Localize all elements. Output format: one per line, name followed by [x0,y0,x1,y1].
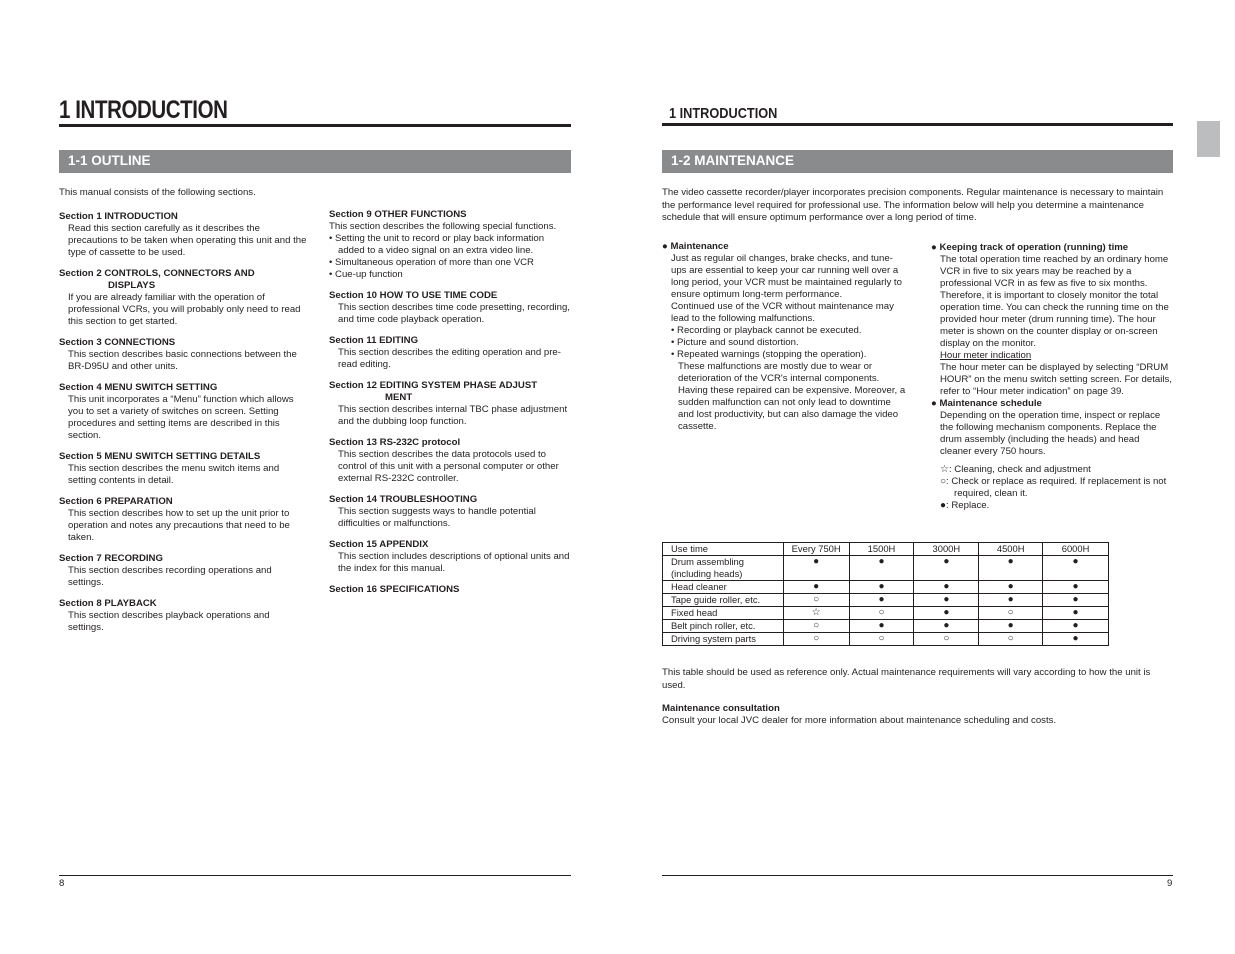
title-rule-left [59,124,571,127]
section-bar-outline: 1-1 OUTLINE [59,150,571,173]
tracking-block: ● Keeping track of operation (running) time The total operation time reached by an ordinary home VCR in five to six years may be reached by a professional VCR in as few as five to six months. Therefore, it is important to closely monitor the total operation time. You can check the running time on the provided hour meter (drum running time). The hour meter is shown on the counter display or on-screen display on the monitor. Hour meter indication The hour meter can be displayed by selecting “DRUM HOUR” on the menu switch setting screen. For details, refer to “Hour meter indication” on page 39. ● Maintenance schedule Depending on the operation time, inspect or replace the following mechanism components. Replace the drum assembly (including the heads) and head cleaner every 750 hours. ☆: Cleaning, check and adjustment ○: Check or replace as required. If replacement is not required, clean it. ●: Replace. [931,242,1172,511]
section-entry: Section 14 TROUBLESHOOTING This section suggests ways to handle potential difficulties or malfunctions. [329,494,536,529]
list-item: • Repeated warnings (stopping the operation). [671,349,867,360]
symbol-legend [931,464,1173,512]
section-entry: Section 1 INTRODUCTION Read this section carefully as it describes the precautions to be taken when operating this unit and the type of cassette to be used. [59,211,307,258]
maintenance-table [662,542,1109,646]
page-title-left: 1 INTRODUCTION [59,96,228,124]
filled-circle-icon: ● [940,500,947,511]
maintenance-block: ● Maintenance Just as regular oil changes, brake checks, and tune-ups are essential to keep your car running well over a long period, your VCR must be maintained regularly to ensure optimum long-term performance. Continued use of the VCR without maintenance may lead to the following malfunctions. • Recording or playback cannot be executed. • Picture and sound distortion. • Repeated warnings (stopping the operation). These malfunctions are mostly due to wear or deterioration of the VCR's internal components. Having these repaired can be expensive. Moreover, a sudden malfunction can not only lead to downtime and lost productivity, but can also damage the video cassette. [662,241,908,433]
section-entry: Section 15 APPENDIX This section includes descriptions of optional units and the index for this manual. [329,539,570,574]
list-item: • Recording or playback cannot be executed. [671,325,862,336]
list-item: • Picture and sound distortion. [671,337,799,348]
section-entry: Section 6 PREPARATION This section describes how to set up the unit prior to operation and notes any precautions that need to be taken. [59,496,290,543]
thumb-tab-marker [1197,121,1220,157]
footer-rule-left [59,875,571,876]
table-note: This table should be used as reference only. Actual maintenance requirements will vary according to how the unit is used. [662,667,1151,691]
footer-rule-right [662,875,1173,876]
table-header-row: Use time Every 750H 1500H 3000H 4500H 6000H [663,543,1109,556]
hour-meter-subheading: Hour meter indication [940,350,1032,361]
table-row: Drum assembling (including heads) ● ● ● ● ● [663,556,1109,581]
section-entry: Section 4 MENU SWITCH SETTING This unit incorporates a “Menu” function which allows you to set a variety of switches on screen. Setting procedures and setting items are described in this section. [59,382,294,441]
table-row: Head cleaner ● ● ● ● ● [663,581,1109,594]
legend-item: ○: Check or replace as required. If replacement is not required, clean it. [940,476,1167,499]
list-item: • Cue-up function [329,269,403,280]
section-entry: Section 16 SPECIFICATIONS [329,584,460,595]
page-header-right: 1 INTRODUCTION [669,105,778,122]
consultation-text: Consult your local JVC dealer for more information about maintenance scheduling and costs. [662,715,1057,726]
list-item: • Setting the unit to record or play back information added to a video signal on an extra video line. [329,233,545,256]
table-row: Tape guide roller, etc. ○ ● ● ● ● [663,594,1109,607]
functions-list [329,233,573,281]
malfunction-list [662,325,908,361]
section-bar-maintenance: 1-2 MAINTENANCE [662,150,1173,173]
section-entry: Section 12 EDITING SYSTEM PHASE ADJUST MENT This section describes internal TBC phase adjustment and the dubbing loop function. [329,380,568,427]
section-entry: Section 11 EDITING This section describes the editing operation and pre-read editing. [329,335,561,370]
section-entry: Section 3 CONNECTIONS This section describes basic connections between the BR-D95U and other units. [59,337,297,372]
table-row: Driving system parts ○ ○ ○ ○ ● [663,633,1109,646]
section-entry: Section 13 RS-232C protocol This section describes the data protocols used to control of this unit with a personal computer or other external RS-232C controller. [329,437,559,484]
star-icon: ☆ [940,464,949,475]
section-entry: Section 2 CONTROLS, CONNECTORS AND DISPLAYS If you are already familiar with the operation of professional VCRs, you will probably only need to read this section to get started. [59,268,301,327]
section-entry: Section 7 RECORDING This section describes recording operations and settings. [59,553,272,588]
legend-item: ☆: Cleaning, check and adjustment [940,464,1091,475]
outline-column-2 [329,209,573,605]
list-item: • Simultaneous operation of more than one VCR [329,257,534,268]
section-entry: Section 5 MENU SWITCH SETTING DETAILS This section describes the menu switch items and setting contents in detail. [59,451,280,486]
section-entry: Section 10 HOW TO USE TIME CODE This section describes time code presetting, recording, and time code playback operation. [329,290,570,325]
section-entry: Section 9 OTHER FUNCTIONS This section describes the following special functions. • Setting the unit to record or play back information added to a video signal on an extra video line. • Simultaneous operation of more than one VCR • Cue-up function [329,209,573,281]
page-number-left: 8 [59,878,65,889]
page-number-right: 9 [1167,878,1173,889]
consultation-heading: Maintenance consultation [662,703,780,714]
table-row: Fixed head ☆ ○ ● ○ ● [663,607,1109,620]
legend-item: ●: Replace. [940,500,990,511]
circle-icon: ○ [940,476,947,487]
title-rule-right [662,123,1173,126]
section-entry: Section 8 PLAYBACK This section describes playback operations and settings. [59,598,270,633]
outline-intro: This manual consists of the following sections. [59,187,256,198]
outline-column-1 [59,211,307,643]
maintenance-intro: The video cassette recorder/player incorporates precision components. Regular maintenance is necessary to maintain the performance level required for professional use. The information below will help you determine a maintenance schedule that will ensure optimum performance over a long period of time. [662,187,1164,223]
table-row: Belt pinch roller, etc. ○ ● ● ● ● [663,620,1109,633]
